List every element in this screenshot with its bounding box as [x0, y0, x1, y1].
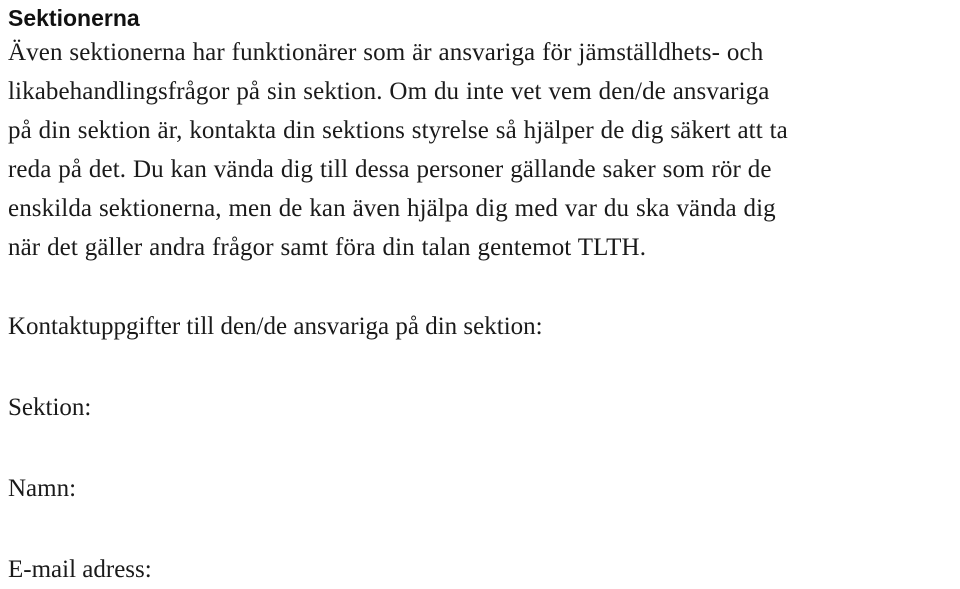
section-field-label: Sektion:	[8, 394, 92, 421]
document-page	[8, 0, 958, 589]
paragraph-line: när det gäller andra frågor samt föra din talan gentemot TLTH.	[8, 234, 647, 261]
paragraph-line: reda på det. Du kan vända dig till dessa personer gällande saker som rör de	[8, 156, 772, 183]
paragraph-line: på din sektion är, kontakta din sektions styrelse så hjälper de dig säkert att ta	[8, 117, 788, 144]
name-field-label: Namn:	[8, 475, 77, 502]
contact-intro: Kontaktuppgifter till den/de ansvariga på din sektion:	[8, 313, 543, 340]
paragraph-line: Även sektionerna har funktionärer som är ansvariga för jämställdhets- och	[8, 39, 764, 66]
section-heading: Sektionerna	[8, 5, 140, 31]
paragraph-line: likabehandlingsfrågor på sin sektion. Om du inte vet vem den/de ansvariga	[8, 78, 770, 105]
email-field-label: E-mail adress:	[8, 556, 152, 583]
intro-paragraph	[8, 33, 958, 267]
paragraph-line: enskilda sektionerna, men de kan även hjälpa dig med var du ska vända dig	[8, 195, 776, 222]
